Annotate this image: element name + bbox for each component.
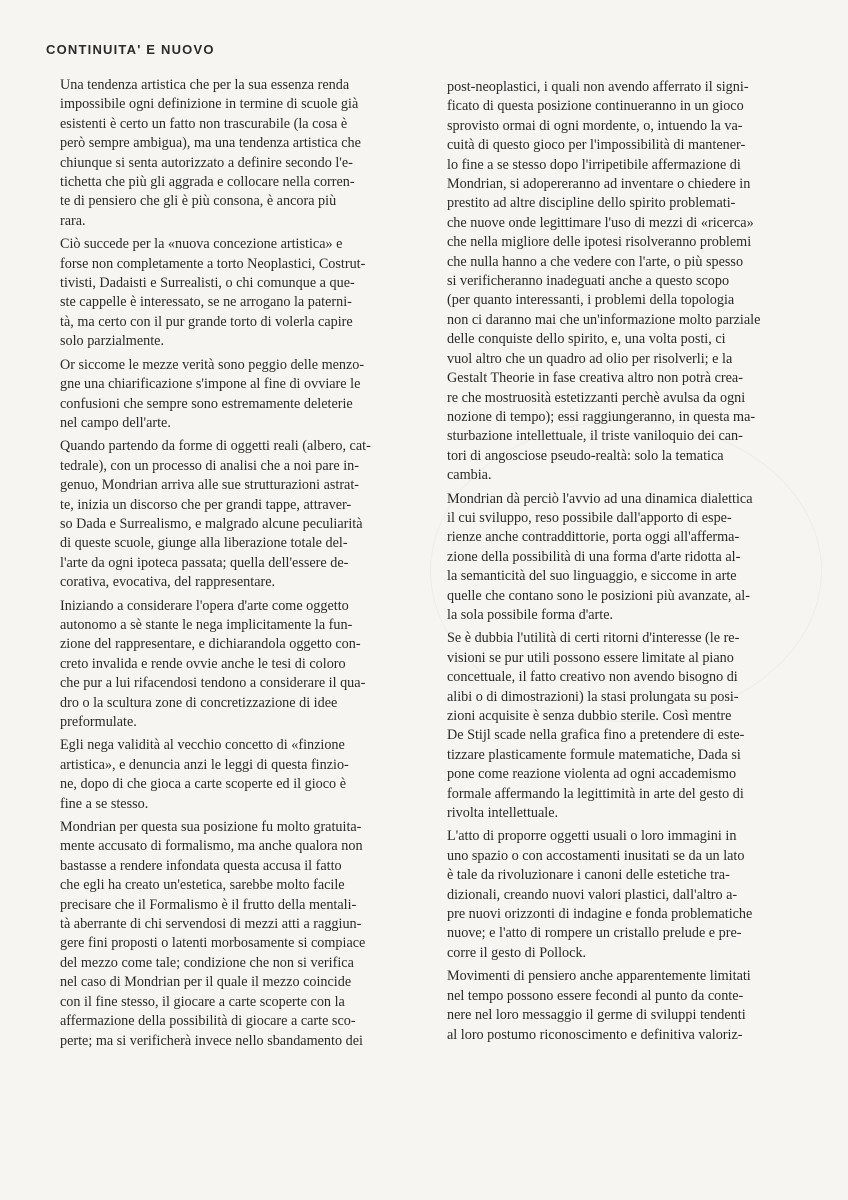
text-line: nel caso di Mondrian per il quale il mezzo coincide <box>60 974 352 991</box>
text-line: pre nuovi orizzonti di indagine e fonda problematiche <box>447 906 753 923</box>
text-line: precisare che il Formalismo è il frutto della mentali- <box>60 896 357 913</box>
text-line: ne, dopo di che gioca a carte scoperte ed il gioco è <box>60 776 346 793</box>
text-line: vuol altro che un quadro ad olio per risolverli; e la <box>447 350 733 367</box>
text-line: tà aberrante di chi servendosi di mezzi atti a raggiun- <box>60 916 362 933</box>
text-line: si verificheranno inadeguati anche a questo scopo <box>447 273 730 290</box>
text-line: prestito ad altre discipline dello spirito problemati- <box>447 195 736 212</box>
text-line: nozione di tempo); essi raggiungeranno, in questa ma- <box>447 408 756 425</box>
text-line: te di pensiero che gli è più consona, è ancora più <box>60 193 337 210</box>
text-line: gne una chiarificazione s'impone al fine di ovviare le <box>60 376 361 393</box>
text-line: Mondrian per questa sua posizione fu molto gratuita- <box>60 819 362 836</box>
text-line: tà, ma certo con il pur grande torto di volerla capire <box>60 313 353 330</box>
text-line: creto invalida e rende ovvie anche le tesi di coloro <box>60 655 346 672</box>
text-line: mente accusato di formalismo, ma anche qualora non <box>60 838 363 855</box>
text-line: Una tendenza artistica che per la sua essenza renda <box>60 77 350 93</box>
text-line: Iniziando a considerare l'opera d'arte come oggetto <box>60 597 349 614</box>
text-line: di queste scuole, giunge alla liberazione totale del- <box>60 535 348 552</box>
text-line: te, inizia un discorso che per grandi tappe, attraver- <box>60 496 352 513</box>
paragraph <box>447 78 825 486</box>
text-line: Gestalt Theorie in fase creativa altro non potrà crea- <box>447 370 743 387</box>
text-line: nel campo dell'arte. <box>60 414 171 431</box>
text-line: ficato di questa posizione continueranno in un gioco <box>447 98 744 115</box>
text-line: nel tempo possono essere fecondi al punto da conte- <box>447 987 744 1004</box>
text-line: non ci daranno mai che un'informazione molto parziale <box>447 311 761 328</box>
text-line: solo parzialmente. <box>60 333 165 350</box>
page-title: CONTINUITA' E NUOVO <box>46 42 215 57</box>
text-line: so Dada e Surrealismo, e malgrado alcune peculiarità <box>60 515 363 532</box>
text-line: (per quanto interessanti, i problemi della topologia <box>447 292 735 309</box>
text-line: tedrale), con un processo di analisi che a noi pare in- <box>60 457 360 474</box>
text-line: De Stijl scade nella grafica fino a pretendere di este- <box>447 727 745 744</box>
text-line: L'atto di proporre oggetti usuali o loro immagini in <box>447 828 737 845</box>
paragraph <box>60 597 414 733</box>
paragraph <box>447 967 825 1045</box>
text-line: corre il gesto di Pollock. <box>447 944 587 961</box>
text-line: quelle che contano sono le posizioni più avanzate, al- <box>447 587 750 604</box>
text-line: che egli ha creato un'estetica, sarebbe molto facile <box>60 877 345 894</box>
text-line: Or siccome le mezze verità sono peggio delle menzo- <box>60 356 365 373</box>
text-line: rara. <box>60 212 86 229</box>
text-line: esistenti è certo un fatto non trascurabile (la cosa è <box>60 115 348 132</box>
text-line: corativa, evocativa, del rappresentare. <box>60 574 276 591</box>
text-line: la semanticità del suo linguaggio, e siccome in arte <box>447 568 737 585</box>
text-line: bastasse a rendere infondata questa accusa il fatto <box>60 857 342 874</box>
text-line: che nuove onde legittimare l'uso di mezzi di «ricerca» <box>447 214 754 231</box>
text-line: confusioni che sempre sono estremamente deleterie <box>60 395 353 412</box>
text-line: il cui sviluppo, reso possibile dall'apporto di espe- <box>447 509 732 526</box>
text-line: è tale da rivoluzionare i canoni delle estetiche tra- <box>447 867 730 884</box>
text-line: che nulla hanno a che vedere con l'arte, o più spesso <box>447 253 744 270</box>
paragraph <box>60 437 414 592</box>
text-line: pone come reazione violenta ad ogni accademismo <box>447 766 737 783</box>
left-column <box>60 76 414 1051</box>
text-line: Quando partendo da forme di oggetti reali (albero, cat- <box>60 438 371 455</box>
text-line: zione della possibilità di una forma d'arte ridotta al- <box>447 548 741 565</box>
paragraph <box>60 736 414 814</box>
text-line: Se è dubbia l'utilità di certi ritorni d'interesse (le re- <box>447 630 740 647</box>
text-line: tichetta che più gli aggrada e collocare nella corren- <box>60 174 355 191</box>
text-line: tivisti, Dadaisti e Surrealisti, o chi comunque a que- <box>60 275 355 292</box>
text-line: tori di angosciose pseudo-realtà: solo la tematica <box>447 447 724 464</box>
text-line: preformulate. <box>60 714 137 730</box>
text-line: che nella migliore delle ipotesi risolveranno problemi <box>447 234 752 251</box>
text-line: tizzare plasticamente formule matematiche, Dada si <box>447 746 741 763</box>
text-line: formale affermando la legittimità in arte del gesto di <box>447 785 744 802</box>
text-line: dizionali, creando nuovi valori plastici, dall'altro a- <box>447 886 738 903</box>
paragraph <box>60 235 414 351</box>
text-line: Egli nega validità al vecchio concetto di «finzione <box>60 737 345 754</box>
text-line: cuità di questo gioco per l'impossibilità di mantener- <box>447 137 746 154</box>
text-line: perte; ma si verificherà invece nello sbandamento dei <box>60 1032 363 1049</box>
text-line: chiunque si senta autorizzato a definire secondo l'e- <box>60 154 353 171</box>
text-line: del mezzo come tale; condizione che non si verifica <box>60 954 354 971</box>
text-line: genuo, Mondrian arriva alle sue strutturazioni astrat- <box>60 477 360 494</box>
text-line: visioni se pur utili possono essere limitate al piano <box>447 649 734 666</box>
text-line: ste cappelle è interessato, se ne arrogano la paterni- <box>60 294 352 311</box>
text-line: al loro postumo riconoscimento e definitiva valoriz- <box>447 1026 743 1043</box>
text-line: post-neoplastici, i quali non avendo afferrato il signi- <box>447 79 749 95</box>
text-line: cambia. <box>447 467 492 484</box>
paragraph <box>60 818 414 1051</box>
text-line: delle conquiste dello spirito, e, una volta posti, ci <box>447 331 726 348</box>
text-line: Ciò succede per la «nuova concezione artistica» e <box>60 236 343 253</box>
paragraph <box>447 827 825 963</box>
text-line: fine a se stesso. <box>60 795 149 812</box>
paragraph <box>447 490 825 626</box>
text-line: Movimenti di pensiero anche apparentemente limitati <box>447 968 751 985</box>
text-line: autonomo a sè stante le nega implicitamente la fun- <box>60 616 353 633</box>
paragraph <box>60 356 414 434</box>
text-line: rivolta intellettuale. <box>447 805 559 822</box>
text-line: sprovisto ormai di ogni mordente, o, intuendo la va- <box>447 117 743 134</box>
text-line: impossibile ogni definizione in termine di scuole già <box>60 96 359 113</box>
text-line: sturbazione intellettuale, il triste vaniloquio dei can- <box>447 428 743 445</box>
text-line: Mondrian, si adopereranno ad inventare o chiedere in <box>447 176 751 193</box>
text-line: uno spazio o con accostamenti inusitati se da un lato <box>447 847 745 864</box>
text-line: nere nel loro messaggio il germe di sviluppi tendenti <box>447 1007 746 1024</box>
text-line: re che mostruosità estetizzanti perchè avulsa da ogni <box>447 389 746 406</box>
text-line: lo fine a se stesso dopo l'irripetibile affermazione di <box>447 156 741 173</box>
text-line: con il fine stesso, il giocare a carte scoperte con la <box>60 993 345 1010</box>
text-line: dro o la scultura zone di concretizzazione di idee <box>60 694 338 711</box>
text-line: Mondrian dà perciò l'avvio ad una dinamica dialettica <box>447 490 753 507</box>
text-line: l'arte da ogni ipoteca passata; quella dell'essere de- <box>60 554 349 571</box>
text-line: zione del rappresentare, e dichiarandola oggetto con- <box>60 636 361 653</box>
text-line: gere fini proposti o latenti morbosamente si compiace <box>60 935 366 952</box>
text-line: artistica», e denuncia anzi le leggi di questa finzio- <box>60 756 349 773</box>
text-line: concettuale, il fatto creativo non avendo bisogno di <box>447 669 738 686</box>
text-line: affermazione della possibilità di giocare a carte sco- <box>60 1013 356 1030</box>
right-column <box>447 78 825 1045</box>
text-line: zioni acquisite è senza dubbio sterile. Così mentre <box>447 708 732 724</box>
text-line: forse non completamente a torto Neoplastici, Costrut- <box>60 255 366 272</box>
text-line: nuove; e l'atto di rompere un cristallo prelude e pre- <box>447 925 742 942</box>
text-line: però sempre ambigua), ma una tendenza artistica che <box>60 135 361 152</box>
text-line: alibi o di dimostrazioni) la stasi prolungata su posi- <box>447 688 739 705</box>
text-line: la sola possibile forma d'arte. <box>447 606 614 623</box>
text-line: che pur a lui rifacendosi tendono a considerare il qua- <box>60 675 366 692</box>
paragraph <box>60 76 414 231</box>
text-line: rienze anche contraddittorie, porta oggi all'afferma- <box>447 529 740 546</box>
paragraph <box>447 629 825 823</box>
